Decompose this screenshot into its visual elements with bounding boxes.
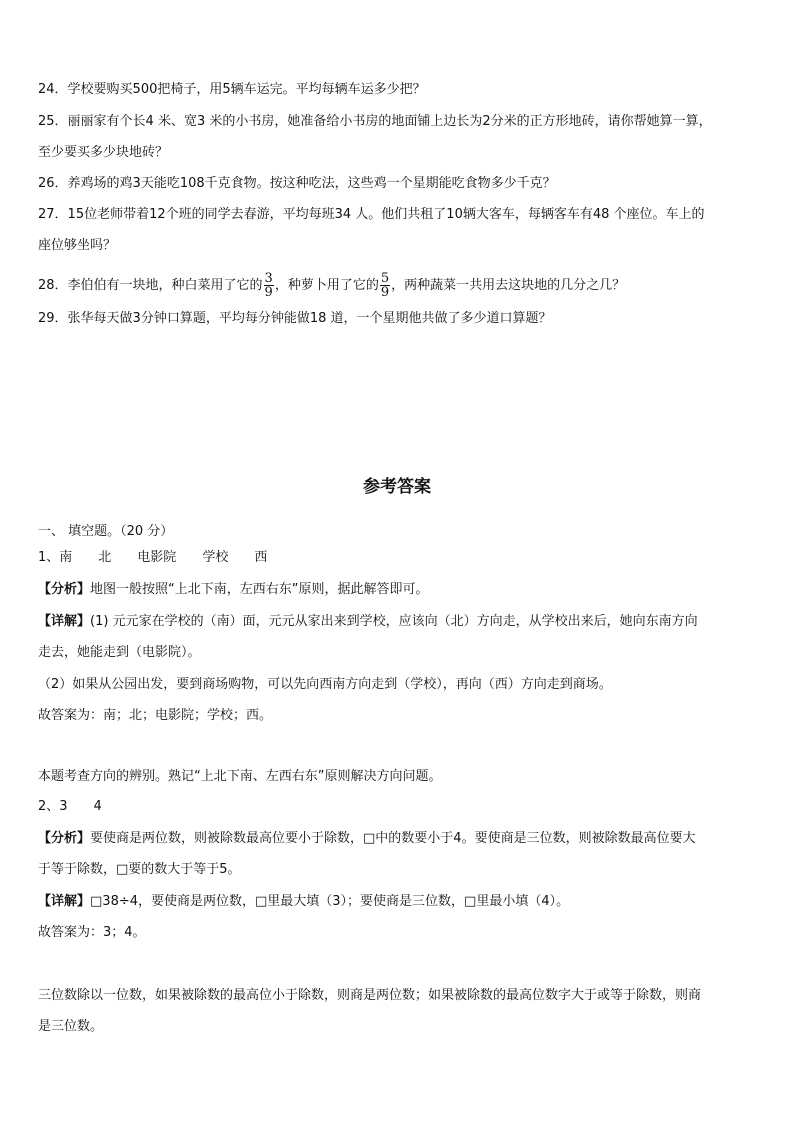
fraction-numerator: 5: [380, 271, 390, 286]
answer-1-note: 本题考查方向的辨别。熟记“上北下南、左西右东”原则解决方向问题。: [38, 769, 442, 784]
answer-1-item: 电影院: [137, 550, 177, 565]
analysis-text: 地图一般按照“上北下南，左西右东”原则，据此解答即可。: [90, 582, 429, 597]
question-25-line1: 25．丽丽家有个长4 米、宽3 米的小书房，她准备给小书房的地面铺上边长为2分米的正方形地砖，请你帮她算一算，: [38, 114, 712, 129]
answer-1-detail-line1: [38, 612, 754, 632]
answer-1-list: [38, 548, 754, 568]
fraction-five-ninths: [380, 272, 390, 299]
answer-2-item: 2、3: [38, 799, 68, 814]
analysis-text: 要使商是两位数，则被除数最高位要小于除数，□中的数要小于4。要使商是三位数，则被除数最高位要大: [90, 831, 696, 846]
question-28-text-2: ，种萝卜用了它的: [274, 278, 379, 293]
answer-2-note-line2: 是三位数。: [38, 1019, 104, 1034]
question-28: [38, 272, 754, 299]
answer-1-item: 1、南: [38, 550, 73, 565]
answer-2-final: 故答案为：3；4。: [38, 925, 146, 940]
fraction-three-ninths: [264, 272, 274, 299]
detail-text: (1) 元元家在学校的（南）面，元元从家出来到学校，应该向（北）方向走，从学校出来后，她向东南方向: [90, 614, 698, 629]
answer-2-item: 4: [93, 799, 102, 814]
fraction-denominator: 9: [264, 285, 273, 300]
answer-2-analysis-line1: [38, 829, 754, 849]
question-27-line2: 座位够坐吗？: [38, 238, 117, 253]
answer-2-detail: [38, 892, 754, 912]
analysis-tag: 【分析】: [38, 831, 91, 846]
question-28-text-1: 28．李伯伯有一块地，种白菜用了它的: [38, 278, 263, 293]
answers-title: 参考答案: [363, 477, 431, 497]
question-24: 24．学校要购买500把椅子，用5辆车运完。平均每辆车运多少把？: [38, 82, 426, 97]
answer-2-list: [38, 797, 754, 817]
detail-tag: 【详解】: [38, 614, 91, 629]
question-27-line1: 27．15位老师带着12个班的同学去春游，平均每班34 人。他们共租了10辆大客车，每辆客车有48 个座位。车上的: [38, 207, 705, 222]
fraction-denominator: 9: [380, 285, 390, 300]
question-29: 29．张华每天做3分钟口算题，平均每分钟能做18 道，一个星期他共做了多少道口算题？: [38, 311, 552, 326]
analysis-tag: 【分析】: [38, 582, 91, 597]
detail-text: □38÷4，要使商是两位数，□里最大填（3）；要使商是三位数，□里最小填（4）。: [90, 894, 570, 909]
answer-1-detail-line3: （2）如果从公园出发，要到商场购物，可以先向西南方向走到（学校），再向（西）方向走到商场。: [38, 677, 612, 692]
answer-2-analysis-line2: 于等于除数，□要的数大于等于5。: [38, 862, 241, 877]
detail-tag: 【详解】: [38, 894, 91, 909]
answer-1-item: 学校: [202, 550, 229, 565]
question-26: 26．养鸡场的鸡3天能吃108千克食物。按这种吃法，这些鸡一个星期能吃食物多少千克？: [38, 176, 556, 191]
answer-2-note-line1: 三位数除以一位数，如果被除数的最高位小于除数，则商是两位数；如果被除数的最高位数字大于或等于除数，则商: [38, 988, 702, 1003]
answer-1-detail-line2: 走去，她能走到（电影院）。: [38, 645, 201, 660]
answer-1-final: 故答案为：南；北；电影院；学校；西。: [38, 708, 273, 723]
question-25-line2: 至少要买多少块地砖？: [38, 145, 169, 160]
answer-1-item: 北: [98, 550, 112, 565]
section-heading: 一、 填空题。（20 分）: [38, 524, 174, 539]
answer-1-item: 西: [254, 550, 268, 565]
answer-1-analysis: [38, 580, 754, 600]
question-28-text-3: ，两种蔬菜一共用去这块地的几分之几？: [391, 278, 626, 293]
fraction-numerator: 3: [264, 271, 273, 286]
